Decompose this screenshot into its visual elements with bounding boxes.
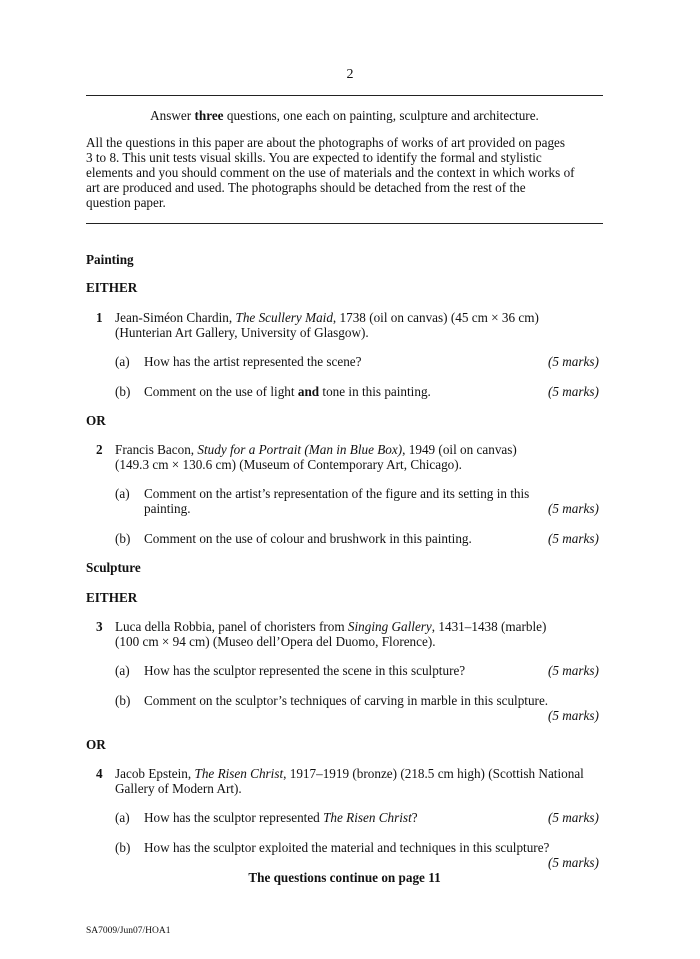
intro-line: elements and you should comment on the use of materials and the context in which works of bbox=[86, 165, 575, 180]
instructions-post: questions, one each on painting, sculpture and architecture. bbox=[223, 108, 539, 123]
instructions-pre: Answer bbox=[150, 108, 195, 123]
artwork-title: The Risen Christ bbox=[194, 766, 284, 781]
artwork-title: Study for a Portrait (Man in Blue Box) bbox=[197, 442, 403, 457]
part-text: How has the sculptor represented the scene in this sculpture? bbox=[144, 663, 466, 678]
question-number: 3 bbox=[96, 619, 103, 634]
intro-line: 3 to 8. This unit tests visual skills. You are expected to identify the formal and stylistic bbox=[86, 150, 542, 165]
part-label: (a) bbox=[115, 810, 130, 825]
marks: (5 marks) bbox=[548, 531, 599, 546]
part-text-italic: The Risen Christ bbox=[323, 810, 412, 825]
part-text: How has the sculptor exploited the material and techniques in this sculpture? bbox=[144, 840, 550, 855]
part-text-post: ? bbox=[411, 810, 418, 825]
part-label: (b) bbox=[115, 531, 131, 546]
question-line bbox=[115, 766, 605, 781]
marks: (5 marks) bbox=[548, 855, 599, 870]
artwork-details: , 1431–1438 (marble) bbox=[431, 619, 547, 634]
intro-rule bbox=[86, 223, 603, 224]
question-line bbox=[115, 442, 605, 457]
artwork-title: Singing Gallery bbox=[347, 619, 432, 634]
artist-text: Francis Bacon, bbox=[115, 442, 198, 457]
footer-code: SA7009/Jun07/HOA1 bbox=[86, 926, 171, 936]
section-heading-painting: Painting bbox=[86, 252, 134, 267]
question-2-text bbox=[115, 442, 605, 472]
or-label: OR bbox=[86, 737, 106, 752]
marks: (5 marks) bbox=[548, 384, 599, 399]
part-label: (a) bbox=[115, 354, 130, 369]
artist-text: Jacob Epstein, bbox=[115, 766, 195, 781]
part-label: (b) bbox=[115, 384, 131, 399]
part-text bbox=[144, 384, 431, 399]
artwork-details: , 1917–1919 (bronze) (218.5 cm high) (Scottish National bbox=[283, 766, 584, 781]
artist-text: Jean-Siméon Chardin, bbox=[115, 310, 236, 325]
question-line bbox=[115, 310, 605, 325]
question-line bbox=[115, 619, 605, 634]
question-1-text bbox=[115, 310, 605, 340]
question-line-2: Gallery of Modern Art). bbox=[115, 781, 242, 796]
marks: (5 marks) bbox=[548, 810, 599, 825]
part-text-post: tone in this painting. bbox=[319, 384, 431, 399]
part-label: (b) bbox=[115, 840, 131, 855]
continue-note: The questions continue on page 11 bbox=[248, 870, 441, 885]
page-number: 2 bbox=[346, 67, 354, 82]
part-label: (b) bbox=[115, 693, 131, 708]
marks: (5 marks) bbox=[548, 708, 599, 723]
instructions-line bbox=[86, 108, 603, 123]
part-text: How has the artist represented the scene? bbox=[144, 354, 362, 369]
question-line-2: (100 cm × 94 cm) (Museo dell’Opera del Duomo, Florence). bbox=[115, 634, 436, 649]
artwork-details: , 1949 (oil on canvas) bbox=[402, 442, 517, 457]
instructions-bold: three bbox=[194, 108, 224, 123]
intro-line: All the questions in this paper are about the photographs of works of art provided on pages bbox=[86, 135, 566, 150]
part-text: Comment on the use of colour and brushwork in this painting. bbox=[144, 531, 472, 546]
part-text: Comment on the artist’s representation of the figure and its setting in this bbox=[144, 486, 530, 501]
section-heading-sculpture: Sculpture bbox=[86, 560, 141, 575]
artist-text: Luca della Robbia, panel of choristers from bbox=[115, 619, 348, 634]
part-text-bold: and bbox=[297, 384, 320, 399]
intro-paragraph bbox=[86, 135, 606, 210]
or-label: OR bbox=[86, 413, 106, 428]
part-text-line-2: painting. bbox=[144, 501, 191, 516]
question-line-2: (149.3 cm × 130.6 cm) (Museum of Contemporary Art, Chicago). bbox=[115, 457, 462, 472]
artwork-details: , 1738 (oil on canvas) (45 cm × 36 cm) bbox=[332, 310, 539, 325]
top-rule bbox=[86, 95, 603, 96]
question-number: 4 bbox=[96, 766, 103, 781]
intro-line: question paper. bbox=[86, 195, 166, 210]
part-text: Comment on the sculptor’s techniques of carving in marble in this sculpture. bbox=[144, 693, 549, 708]
either-label: EITHER bbox=[86, 280, 138, 295]
part-label: (a) bbox=[115, 663, 130, 678]
question-number: 1 bbox=[96, 310, 103, 325]
part-label: (a) bbox=[115, 486, 130, 501]
part-text-pre: How has the sculptor represented bbox=[144, 810, 324, 825]
artwork-title: The Scullery Maid bbox=[235, 310, 333, 325]
marks: (5 marks) bbox=[548, 501, 599, 516]
marks: (5 marks) bbox=[548, 663, 599, 678]
question-4-text bbox=[115, 766, 605, 796]
part-text-pre: Comment on the use of light bbox=[144, 384, 298, 399]
question-number: 2 bbox=[96, 442, 103, 457]
question-line-2: (Hunterian Art Gallery, University of Glasgow). bbox=[115, 325, 369, 340]
either-label: EITHER bbox=[86, 590, 138, 605]
marks: (5 marks) bbox=[548, 354, 599, 369]
intro-line: art are produced and used. The photographs should be detached from the rest of the bbox=[86, 180, 526, 195]
part-text bbox=[144, 810, 418, 825]
question-3-text bbox=[115, 619, 605, 649]
